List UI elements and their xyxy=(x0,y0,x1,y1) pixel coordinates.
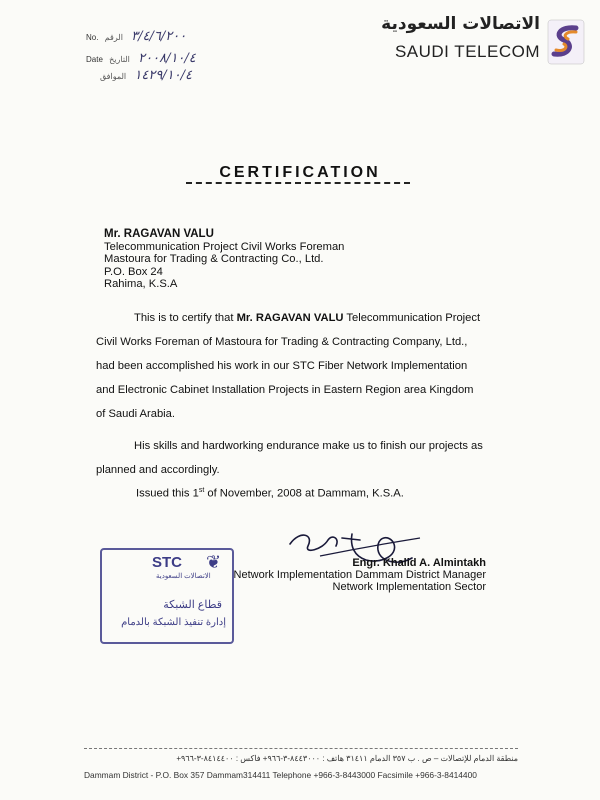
p1-line1-tail: Telecommunication Project xyxy=(343,312,481,324)
recipient-line: P.O. Box 24 xyxy=(104,265,163,278)
reference-number xyxy=(86,29,186,44)
recipient-line: Mastoura for Trading & Contracting Co., Ltd. xyxy=(104,253,324,266)
footer-english: Dammam District - P.O. Box 357 Dammam314411 Telephone +966-3-8443000 Facsimile +966-3-8414400 xyxy=(84,770,477,780)
no-value: ٣/٤/٦/٢٠٠ xyxy=(131,29,187,44)
stc-logo-icon: ❦ xyxy=(206,552,222,572)
footer-arabic: منطقة الدمام للإتصالات – ص . ب ٣٥٧ الدمام ٣١٤١١ هاتف : ٨٤٤٣٠٠٠-٣-٩٦٦+ فاكس : ٨٤١٤٤٠٠-٣-٩٦٦+ xyxy=(176,754,518,763)
issued-pre: Issued this 1 xyxy=(136,487,199,500)
signatory-sector: Network Implementation Sector xyxy=(332,581,486,593)
p1-lead: This is to certify that xyxy=(134,312,237,324)
issued-post: of November, 2008 at Dammam, K.S.A. xyxy=(204,487,404,500)
issued-line xyxy=(136,487,404,500)
hijri-label-ar: الموافق xyxy=(100,72,127,81)
logo-english-text: SAUDI TELECOM xyxy=(394,42,540,61)
date-label: Date xyxy=(86,55,103,64)
reference-hijri xyxy=(96,68,192,83)
recipient-line: Rahima, K.S.A xyxy=(104,278,178,291)
date-label-ar: التاريخ xyxy=(109,55,130,64)
no-label: No. xyxy=(86,33,99,42)
certification-paragraph xyxy=(96,306,508,426)
footer-divider xyxy=(84,748,518,749)
stamp-brand: STC xyxy=(152,554,182,571)
recipient-line: Telecommunication Project Civil Works Foreman xyxy=(104,240,345,253)
signatory-title: Network Implementation Dammam District Manager xyxy=(233,569,486,581)
recipient-name: Mr. RAGAVAN VALU xyxy=(104,228,214,240)
p1-line: Civil Works Foreman of Mastoura for Trading & Contracting Company, Ltd., xyxy=(96,336,468,348)
title-underline xyxy=(186,182,410,184)
reference-date xyxy=(86,51,196,66)
saudi-telecom-logo-icon xyxy=(546,18,586,66)
p1-line: of Saudi Arabia. xyxy=(96,408,175,420)
stamp-brand-ar: الاتصالات السعودية xyxy=(156,573,211,580)
document-title: CERTIFICATION xyxy=(219,164,381,181)
skills-paragraph xyxy=(96,434,508,482)
official-stamp xyxy=(100,548,234,644)
date-value: ٢٠٠٨/١٠/٤ xyxy=(138,51,196,66)
issued-sup: st xyxy=(198,487,205,494)
signature-block xyxy=(230,557,486,593)
hijri-value: ١٤٢٩/١٠/٤ xyxy=(134,68,193,83)
no-label-ar: الرقم xyxy=(104,33,123,42)
p2-line: His skills and hardworking endurance make us to finish our projects as xyxy=(134,440,483,452)
logo-arabic-text: الاتصالات السعودية xyxy=(381,14,540,34)
p2-line: planned and accordingly. xyxy=(96,464,220,476)
stamp-line1: قطاع الشبكة xyxy=(163,599,222,611)
stamp-line2: إدارة تنفيذ الشبكة بالدمام xyxy=(121,617,226,628)
p1-line: had been accomplished his work in our STC Fiber Network Implementation xyxy=(96,360,468,372)
recipient-address xyxy=(104,228,344,291)
p1-line: and Electronic Cabinet Installation Projects in Eastern Region area Kingdom xyxy=(96,384,474,396)
signatory-name: Engr. Khalid A. Almintakh xyxy=(352,557,486,569)
p1-name: Mr. RAGAVAN VALU xyxy=(236,312,344,324)
